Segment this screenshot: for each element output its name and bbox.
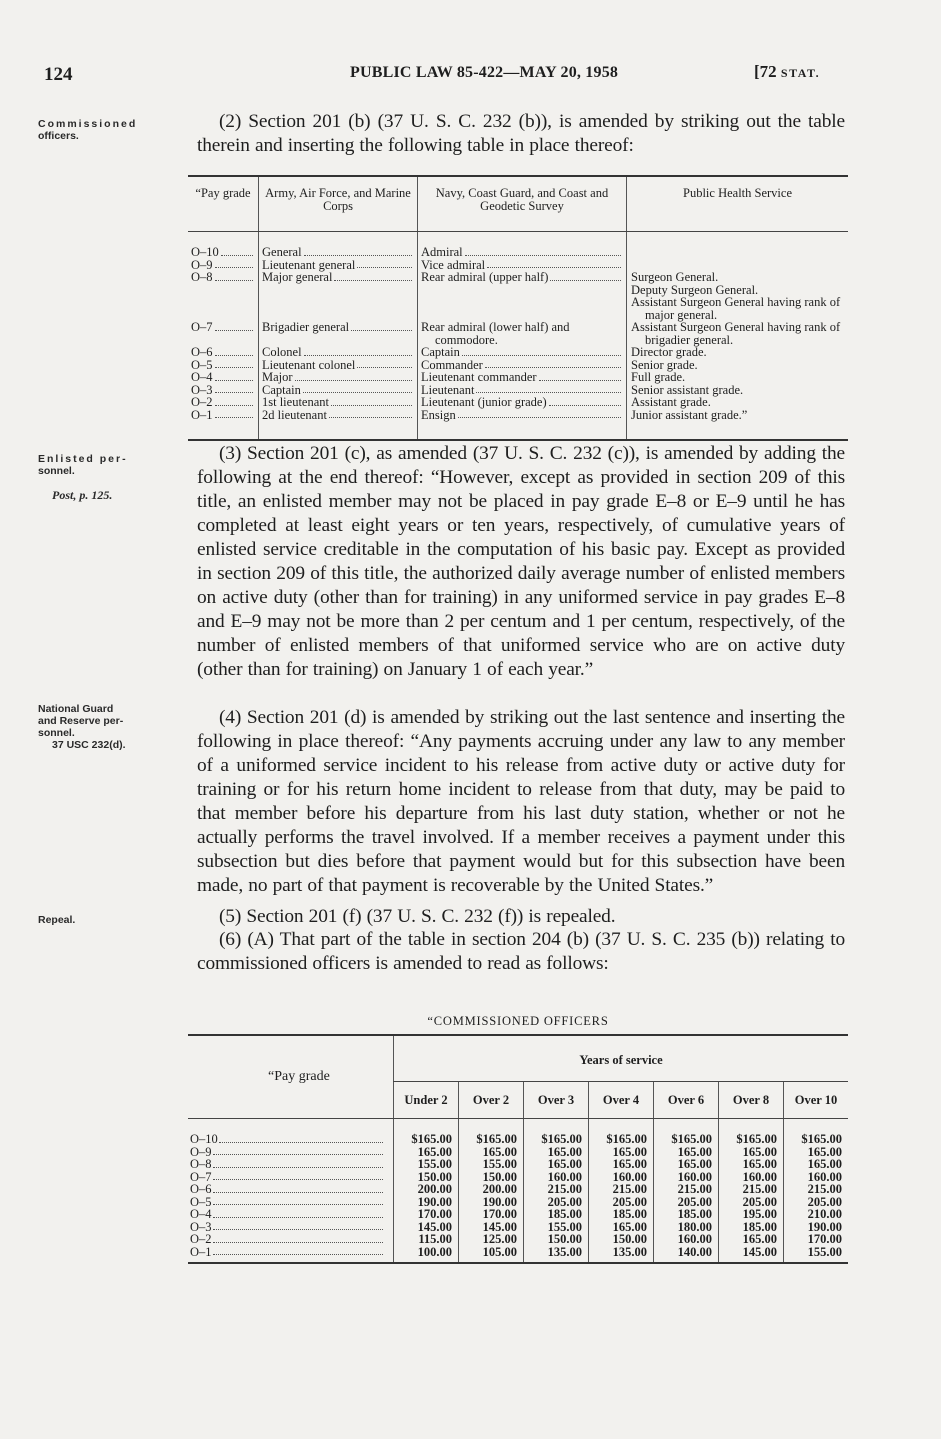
cell-pay-value: 165.00 [784,1146,849,1159]
table-row [188,1233,848,1246]
cell-pay-value: 190.00 [784,1221,849,1234]
cell-army: 2d lieutenant [262,407,327,422]
col-header-years: Over 2 [459,1081,524,1119]
cell-navy: Ensign [421,407,456,422]
cell-phs: Senior grade. [631,357,698,372]
cell-pay-value: 215.00 [654,1183,719,1196]
cell-grade: O–9 [191,257,213,272]
cell-navy: Vice admiral [421,257,486,272]
table-row [188,1208,848,1221]
cell-grade: O–3 [190,1219,212,1234]
cell-army: Captain [262,382,301,397]
col-header-years: Over 8 [719,1081,784,1119]
cell-pay-value: 205.00 [524,1196,589,1209]
cell-pay-value: 100.00 [394,1246,459,1264]
col-header-years: Over 3 [524,1081,589,1119]
cell-pay-value: 195.00 [719,1208,784,1221]
margin-note-national-guard: National Guard and Reserve per- sonnel. 37 USC 232(d). [38,703,126,751]
cell-army: Lieutenant colonel [262,357,356,372]
col-header-years: Over 4 [589,1081,654,1119]
cell-pay-value: 215.00 [719,1183,784,1196]
table-row [188,271,848,321]
cell-grade: O–2 [190,1232,212,1246]
cell-pay-value: 200.00 [459,1183,524,1196]
cell-army: Brigadier general [262,320,350,334]
table-row [188,321,848,346]
paragraph-2: (2) Section 201 (b) (37 U. S. C. 232 (b)), is amended by striking out the table therein and inserting the following table in place thereof: [197,111,845,156]
cell-pay-value: 190.00 [459,1196,524,1209]
paragraph-6: (6) (A) That part of the table in section 204 (b) (37 U. S. C. 235 (b)) relating to commissioned officers is amended to read as follows: [197,929,845,974]
cell-pay-value: 165.00 [524,1158,589,1171]
cell-pay-value: 165.00 [719,1233,784,1246]
commissioned-officers-pay-table [188,1034,848,1264]
running-title: PUBLIC LAW 85-422—MAY 20, 1958 [350,64,619,81]
cell-phs: Assistant Surgeon General having rank of major general. [631,295,841,322]
cell-pay-value: 185.00 [589,1208,654,1221]
cell-pay-value: 160.00 [654,1233,719,1246]
cell-phs: Assistant Surgeon General having rank of brigadier general. [631,320,841,347]
cell-pay-value: 125.00 [459,1233,524,1246]
cell-grade: O–1 [190,1244,212,1259]
cell-pay-value: 150.00 [589,1233,654,1246]
cell-pay-value: 165.00 [459,1146,524,1159]
pay-table-title: “COMMISSIONED OFFICERS [427,1014,609,1028]
cell-pay-value: 155.00 [784,1246,849,1264]
cell-pay-value: $165.00 [784,1119,849,1146]
cell-army: Colonel [262,345,302,359]
cell-pay-value: 215.00 [589,1183,654,1196]
cell-pay-value: $165.00 [394,1119,459,1146]
margin-note-post: Post, p. 125. [52,488,113,502]
cell-pay-value: 205.00 [719,1196,784,1209]
cell-pay-value: 165.00 [589,1158,654,1171]
col-header-army: Army, Air Force, and Marine Corps [259,176,418,232]
cell-navy: Lieutenant (junior grade) [421,395,547,409]
cell-phs: Surgeon General. [631,270,719,284]
cell-pay-value: 215.00 [524,1183,589,1196]
cell-pay-value: $165.00 [719,1119,784,1146]
cell-grade: O–5 [190,1194,212,1209]
cell-pay-value: 140.00 [654,1246,719,1264]
cell-phs: Director grade. [631,345,707,359]
cell-grade: O–8 [191,270,213,284]
cell-navy: Captain [421,345,460,359]
cell-pay-value: 165.00 [394,1146,459,1159]
cell-army: Lieutenant general [262,257,356,272]
cell-grade: O–5 [191,357,213,372]
cell-pay-value: 105.00 [459,1246,524,1264]
cell-pay-value: 135.00 [524,1246,589,1264]
cell-pay-value: 170.00 [784,1233,849,1246]
cell-pay-value: 115.00 [394,1233,459,1246]
cell-grade: O–9 [190,1144,212,1159]
cell-pay-value: 165.00 [524,1146,589,1159]
cell-phs: Junior assistant grade.” [631,407,748,422]
cell-pay-value: 205.00 [784,1196,849,1209]
cell-pay-value: 145.00 [719,1246,784,1264]
cell-pay-value: 155.00 [459,1158,524,1171]
cell-grade: O–6 [190,1182,212,1196]
cell-pay-value: 160.00 [784,1171,849,1184]
col-header-years: Under 2 [394,1081,459,1119]
col-header-navy: Navy, Coast Guard, and Coast and Geodetic Survey [418,176,627,232]
cell-grade: O–3 [191,382,213,397]
cell-pay-value: 205.00 [589,1196,654,1209]
cell-pay-value: 190.00 [394,1196,459,1209]
table-row [188,396,848,409]
col-header-pay-grade: “Pay grade [188,1035,394,1119]
cell-pay-value: $165.00 [459,1119,524,1146]
statute-reference: [72 STAT. [754,62,821,81]
margin-note-commissioned: Commissioned officers. [38,118,138,142]
cell-grade: O–7 [191,320,213,334]
pay-grade-rank-table [188,175,848,441]
table-row [188,1119,848,1146]
cell-pay-value: 145.00 [394,1221,459,1234]
col-header-years-of-service: Years of service [394,1035,849,1081]
cell-phs: Senior assistant grade. [631,382,744,397]
cell-grade: O–4 [191,370,213,384]
cell-grade: O–8 [190,1157,212,1171]
cell-grade: O–2 [191,395,213,409]
cell-pay-value: 135.00 [589,1246,654,1264]
cell-pay-value: 160.00 [719,1171,784,1184]
cell-grade: O–7 [190,1169,212,1184]
cell-pay-value: 170.00 [394,1208,459,1221]
cell-pay-value: 165.00 [719,1146,784,1159]
cell-army: General [262,245,302,259]
cell-pay-value: 180.00 [654,1221,719,1234]
table-row [188,1246,848,1264]
cell-pay-value: 165.00 [654,1146,719,1159]
cell-pay-value: 155.00 [394,1158,459,1171]
margin-note-enlisted: Enlisted per- sonnel. Post, p. 125. [38,453,178,501]
paragraph-5: (5) Section 201 (f) (37 U. S. C. 232 (f)) is repealed. [219,906,616,927]
cell-pay-value: 160.00 [589,1171,654,1184]
col-header-years: Over 6 [654,1081,719,1119]
cell-grade: O–1 [191,407,213,422]
cell-pay-value: 150.00 [394,1171,459,1184]
table-row [188,1183,848,1196]
cell-pay-value: 215.00 [784,1183,849,1196]
cell-pay-value: 200.00 [394,1183,459,1196]
cell-grade: O–10 [190,1132,218,1146]
cell-pay-value: 205.00 [654,1196,719,1209]
cell-pay-value: $165.00 [524,1119,589,1146]
cell-pay-value: 165.00 [719,1158,784,1171]
page-number: 124 [44,64,73,85]
cell-pay-value: 150.00 [524,1233,589,1246]
cell-army: Major general [262,270,333,284]
table-row [188,409,848,441]
cell-pay-value: 165.00 [654,1158,719,1171]
cell-pay-value: 170.00 [459,1208,524,1221]
col-header-pay-grade: “Pay grade [188,176,259,232]
cell-army: 1st lieutenant [262,395,329,409]
cell-phs: Deputy Surgeon General. [631,282,759,297]
cell-pay-value: 185.00 [719,1221,784,1234]
cell-navy: Commander [421,357,483,372]
cell-pay-value: 145.00 [459,1221,524,1234]
cell-navy: Rear admiral (upper half) [421,270,549,284]
cell-navy: Lieutenant [421,382,475,397]
cell-navy: Admiral [421,245,463,259]
cell-pay-value: 210.00 [784,1208,849,1221]
cell-phs: Assistant grade. [631,395,711,409]
cell-pay-value: 165.00 [589,1221,654,1234]
margin-note-repeal: Repeal. [38,914,76,926]
cell-pay-value: 150.00 [459,1171,524,1184]
col-header-phs: Public Health Service [627,176,849,232]
cell-pay-value: 185.00 [654,1208,719,1221]
paragraph-4: (4) Section 201 (d) is amended by striking out the last sentence and inserting the following in place thereof: “Any payments accruing under any law to any member of a uniformed service incident to his release from active duty or active duty for training or for his return home incident to release from that duty, may be paid to that member before his departure from his last duty station, whether or not he actually performs the travel involved. If a member receives a payment under this subsection but dies before that payment would but for this subsection have been made, no part of that payment is recoverable by the United States.” [197,707,845,896]
table-row [188,371,848,384]
cell-grade: O–6 [191,345,213,359]
cell-pay-value: 165.00 [589,1146,654,1159]
cell-navy: Lieutenant commander [421,370,537,384]
cell-pay-value: 165.00 [784,1158,849,1171]
paragraph-3: (3) Section 201 (c), as amended (37 U. S. C. 232 (c)), is amended by adding the following at the end thereof: “However, except as provided in section 209 of this title, an enlisted member may not be placed in pay grade E–8 or E–9 until he has completed at least eight years or ten years, respectively, of cumulative years of enlisted service creditable in the computation of his basic pay. Except as provided in section 209 of this title, the authorized daily average number of enlisted members on active duty (other than for training) in any uniformed service in pay grades E–8 and E–9 may not be more than 2 per centum and 1 per centum, respectively, of the number of enlisted members of that uniformed service who are on active duty (other than for training) on January 1 of each year.” [197,443,845,680]
cell-phs: Full grade. [631,370,686,384]
cell-pay-value: 160.00 [524,1171,589,1184]
cell-army: Major [262,370,293,384]
cell-pay-value: $165.00 [654,1119,719,1146]
cell-pay-value: $165.00 [589,1119,654,1146]
table-row [188,232,848,259]
cell-grade: O–10 [191,245,219,259]
cell-navy: Rear admiral (lower half) and commodore. [421,320,570,347]
table-row [188,346,848,359]
col-header-years: Over 10 [784,1081,849,1119]
table-row [188,1158,848,1171]
cell-pay-value: 155.00 [524,1221,589,1234]
cell-pay-value: 160.00 [654,1171,719,1184]
cell-grade: O–4 [190,1207,212,1221]
cell-pay-value: 185.00 [524,1208,589,1221]
